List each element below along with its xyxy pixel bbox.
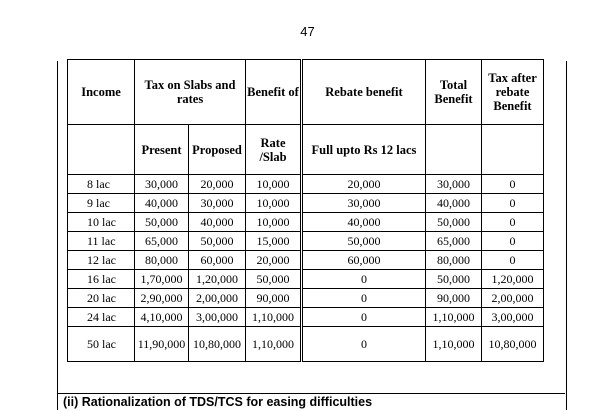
cell-tax-after: 3,00,000 — [482, 308, 544, 327]
cell-total: 65,000 — [426, 232, 482, 251]
header-benefit-of: Benefit of — [246, 60, 302, 125]
cell-income: 12 lac — [68, 251, 135, 270]
header-rebate-benefit: Rebate benefit — [302, 60, 426, 125]
cell-proposed: 1,20,000 — [189, 270, 246, 289]
cell-total: 50,000 — [426, 270, 482, 289]
cell-present: 40,000 — [135, 194, 189, 213]
table-row — [68, 327, 544, 362]
cell-proposed: 3,00,000 — [189, 308, 246, 327]
cell-present: 65,000 — [135, 232, 189, 251]
cell-income: 8 lac — [68, 175, 135, 194]
cell-tax-after: 2,00,000 — [482, 289, 544, 308]
cell-total: 90,000 — [426, 289, 482, 308]
cell-benefit: 10,000 — [246, 194, 302, 213]
cell-rebate: 60,000 — [302, 251, 426, 270]
cell-proposed: 30,000 — [189, 194, 246, 213]
cell-tax-after: 0 — [482, 175, 544, 194]
cell-benefit: 50,000 — [246, 270, 302, 289]
section-footer — [57, 393, 565, 411]
subheader-empty — [482, 125, 544, 175]
section-heading: (ii) Rationalization of TDS/TCS for easing difficulties — [63, 395, 373, 409]
cell-benefit: 10,000 — [246, 213, 302, 232]
cell-present: 11,90,000 — [135, 327, 189, 362]
header-tax-after-rebate: Tax after rebate Benefit — [482, 60, 544, 125]
subheader-rate-slab: Rate /Slab — [246, 125, 302, 175]
cell-total: 1,10,000 — [426, 308, 482, 327]
cell-tax-after: 0 — [482, 213, 544, 232]
cell-present: 2,90,000 — [135, 289, 189, 308]
cell-tax-after: 0 — [482, 232, 544, 251]
page-number: 47 — [300, 24, 315, 39]
cell-tax-after: 1,20,000 — [482, 270, 544, 289]
tax-comparison-table — [67, 59, 544, 362]
cell-total: 50,000 — [426, 213, 482, 232]
cell-rebate: 0 — [302, 308, 426, 327]
cell-income: 11 lac — [68, 232, 135, 251]
cell-benefit: 10,000 — [246, 175, 302, 194]
cell-present: 30,000 — [135, 175, 189, 194]
cell-tax-after: 0 — [482, 194, 544, 213]
cell-present: 50,000 — [135, 213, 189, 232]
cell-rebate: 20,000 — [302, 175, 426, 194]
cell-income: 20 lac — [68, 289, 135, 308]
table-header-row — [68, 60, 544, 125]
table-row — [68, 175, 544, 194]
cell-proposed: 10,80,000 — [189, 327, 246, 362]
table-row — [68, 251, 544, 270]
cell-benefit: 15,000 — [246, 232, 302, 251]
cell-proposed: 20,000 — [189, 175, 246, 194]
header-total-benefit: Total Benefit — [426, 60, 482, 125]
table-row — [68, 270, 544, 289]
cell-income: 50 lac — [68, 327, 135, 362]
cell-benefit: 90,000 — [246, 289, 302, 308]
cell-rebate: 50,000 — [302, 232, 426, 251]
subheader-empty — [426, 125, 482, 175]
header-tax-on-slabs: Tax on Slabs and rates — [135, 60, 246, 125]
subheader-full-upto: Full upto Rs 12 lacs — [302, 125, 426, 175]
cell-income: 16 lac — [68, 270, 135, 289]
cell-income: 9 lac — [68, 194, 135, 213]
cell-proposed: 40,000 — [189, 213, 246, 232]
cell-rebate: 0 — [302, 289, 426, 308]
cell-present: 4,10,000 — [135, 308, 189, 327]
cell-tax-after: 10,80,000 — [482, 327, 544, 362]
table-row — [68, 308, 544, 327]
subheader-proposed: Proposed — [189, 125, 246, 175]
cell-benefit: 1,10,000 — [246, 308, 302, 327]
subheader-empty — [68, 125, 135, 175]
cell-total: 40,000 — [426, 194, 482, 213]
subheader-present: Present — [135, 125, 189, 175]
table-row — [68, 213, 544, 232]
table-subheader-row — [68, 125, 544, 175]
cell-total: 30,000 — [426, 175, 482, 194]
cell-rebate: 30,000 — [302, 194, 426, 213]
cell-total: 80,000 — [426, 251, 482, 270]
cell-income: 24 lac — [68, 308, 135, 327]
header-income: Income — [68, 60, 135, 125]
cell-present: 80,000 — [135, 251, 189, 270]
table-row — [68, 232, 544, 251]
cell-present: 1,70,000 — [135, 270, 189, 289]
table-row — [68, 194, 544, 213]
cell-proposed: 2,00,000 — [189, 289, 246, 308]
cell-rebate: 0 — [302, 327, 426, 362]
cell-proposed: 60,000 — [189, 251, 246, 270]
cell-benefit: 1,10,000 — [246, 327, 302, 362]
cell-benefit: 20,000 — [246, 251, 302, 270]
cell-proposed: 50,000 — [189, 232, 246, 251]
cell-rebate: 40,000 — [302, 213, 426, 232]
table-row — [68, 289, 544, 308]
cell-total: 1,10,000 — [426, 327, 482, 362]
cell-rebate: 0 — [302, 270, 426, 289]
cell-tax-after: 0 — [482, 251, 544, 270]
cell-income: 10 lac — [68, 213, 135, 232]
